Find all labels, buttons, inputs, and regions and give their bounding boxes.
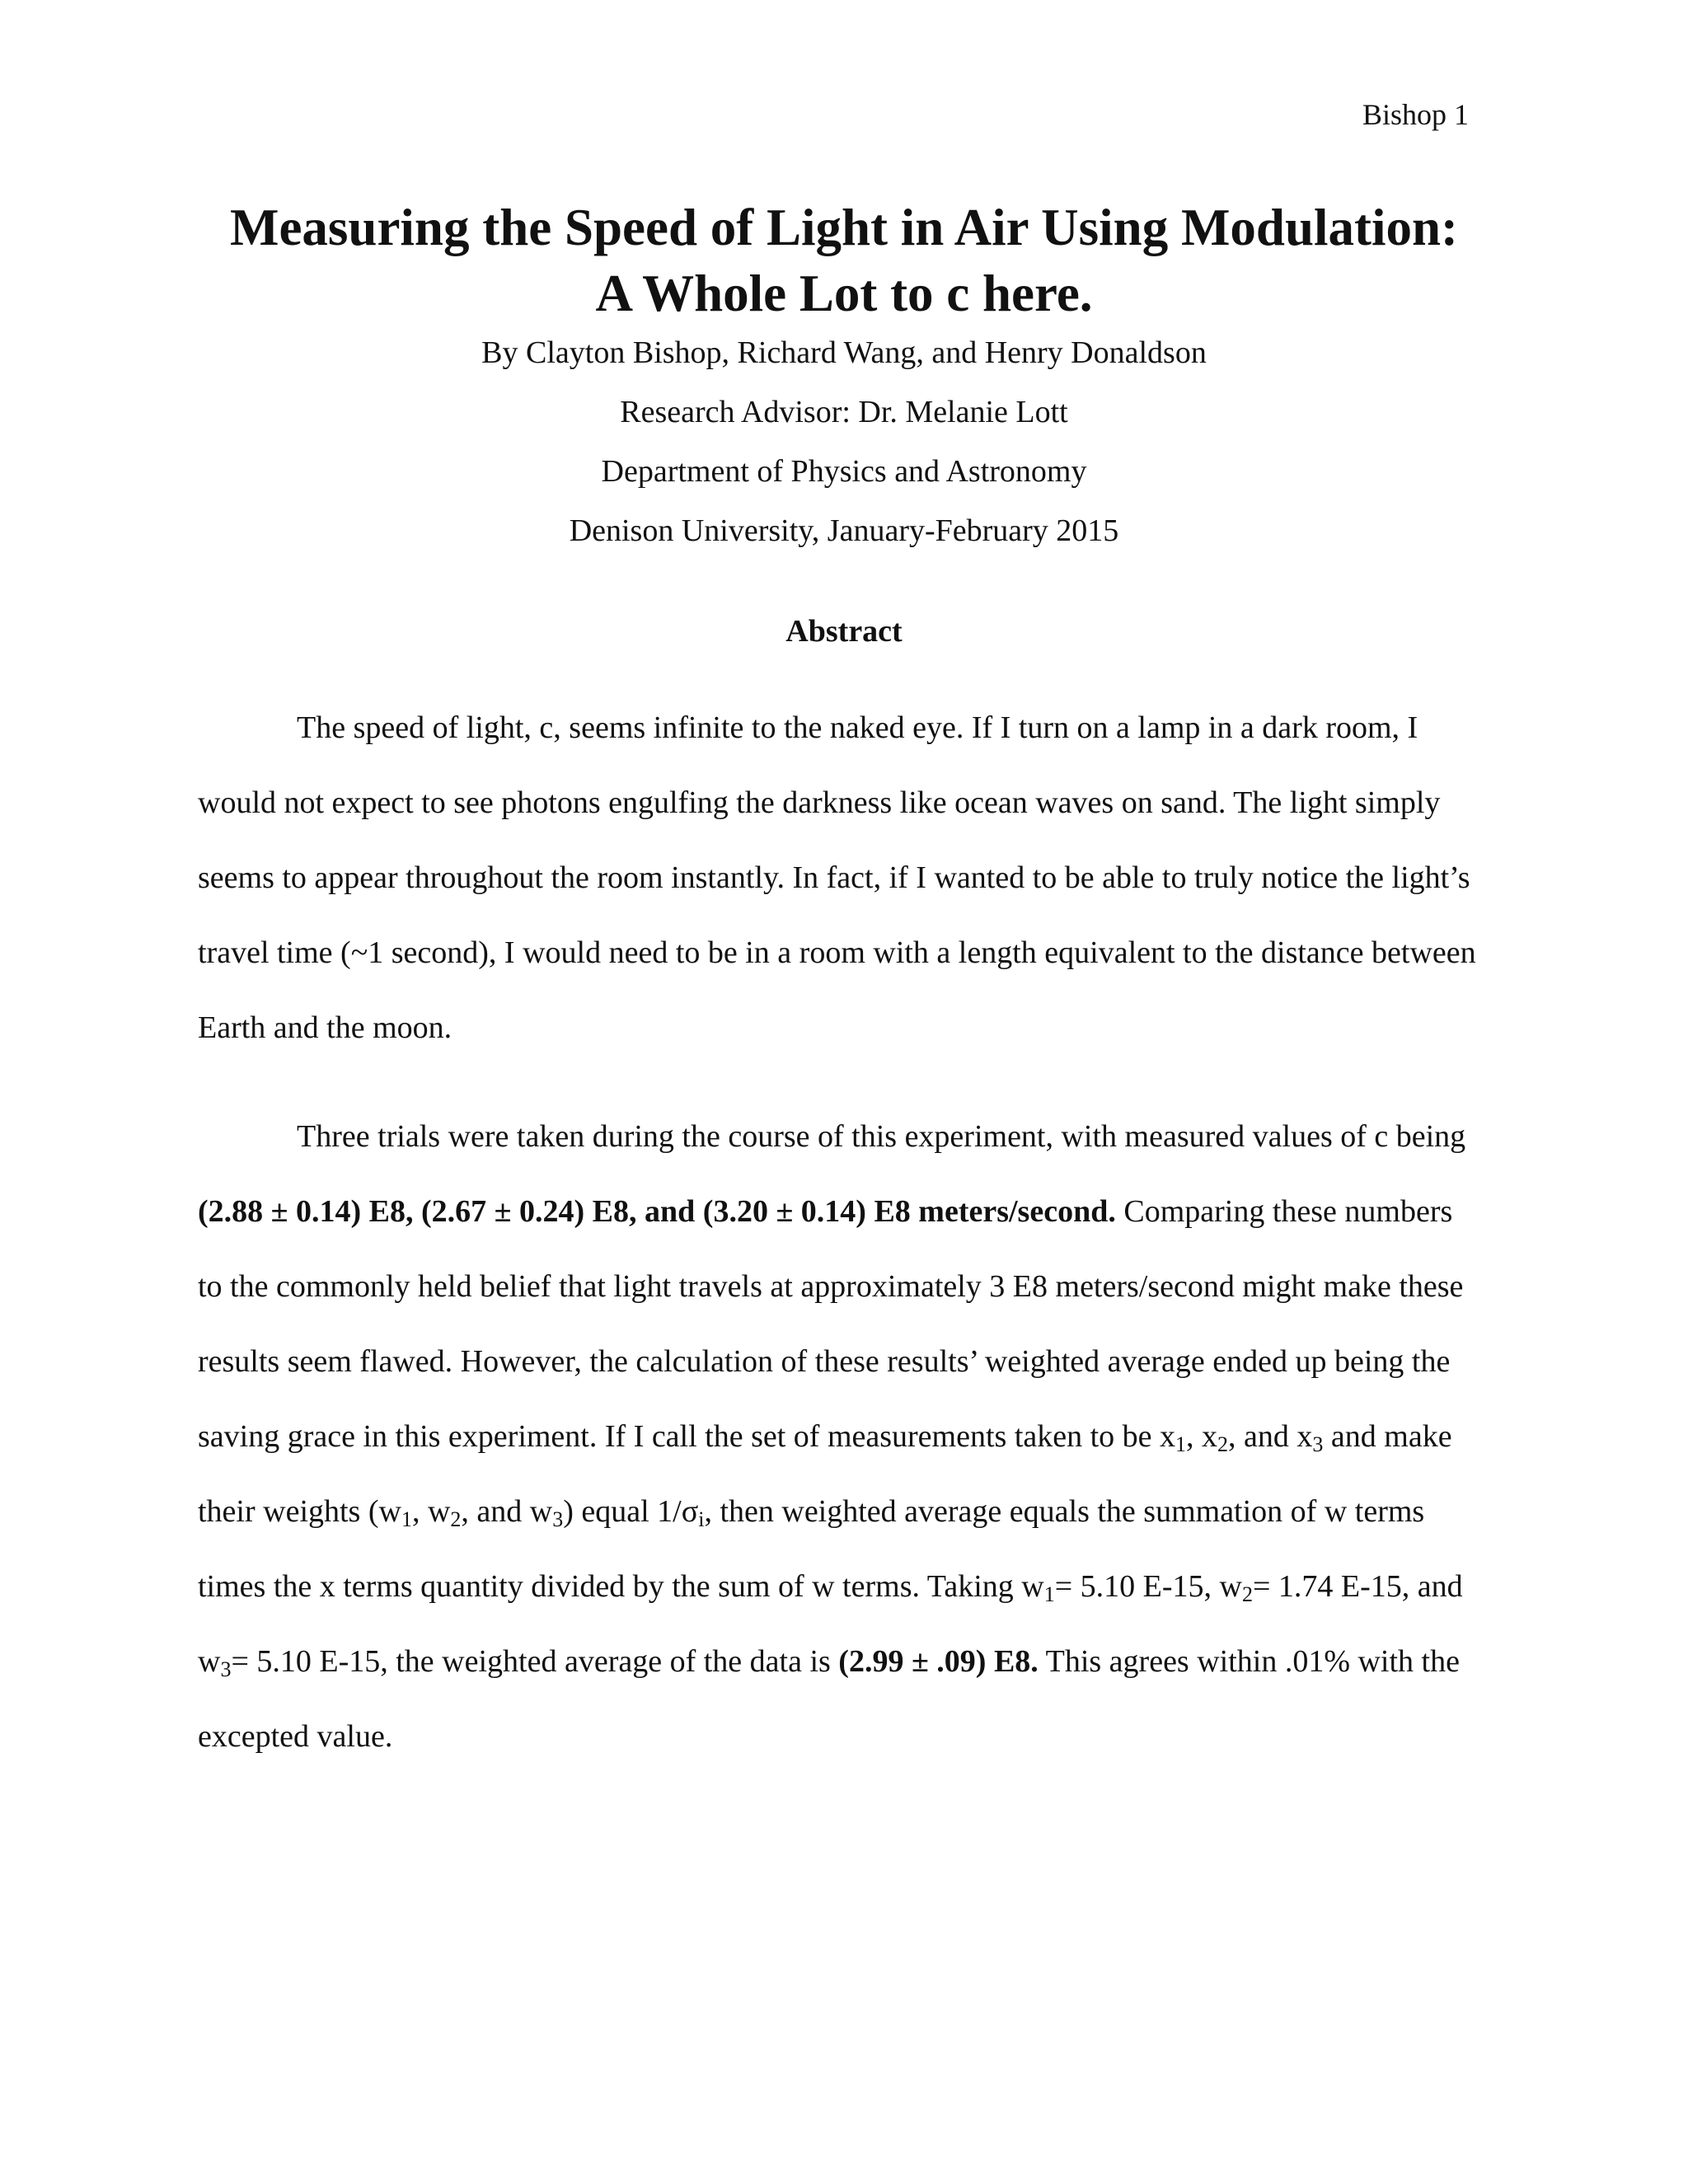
measured-values: (2.88 ± 0.14) E8, (2.67 ± 0.24) E8, and (3.20 ± 0.14) E8 meters/second. — [198, 1194, 1116, 1229]
p2-text: = 1.74 E-15, and w — [198, 1569, 1463, 1679]
weighted-average-result: (2.99 ± .09) E8. — [838, 1644, 1039, 1679]
author-list: By Clayton Bishop, Richard Wang, and Henry Donaldson — [481, 335, 1207, 370]
p2-text: , w — [411, 1494, 451, 1529]
p2-text: = 5.10 E-15, the weighted average of the data is — [231, 1644, 839, 1679]
subscript: 2 — [450, 1507, 462, 1531]
subscript: 3 — [220, 1657, 232, 1681]
p2-text: and make their weights (w — [198, 1419, 1452, 1529]
p2-text: This agrees within .01% with the excepted value. — [198, 1644, 1460, 1754]
abstract-paragraph-1: The speed of light, c, seems infinite to the naked eye. If I turn on a lamp in a dark room, I would not expect to see photons engulfing the darkness like ocean waves on sand. The light simply seems to appear throughout the room instantly. In fact, if I wanted to be able to truly notice the light’s travel time (~1 second), I would need to be in a room with a length equivalent to the distance between Earth and the moon. — [198, 710, 1476, 1045]
subscript: 3 — [552, 1507, 564, 1531]
p2-text: , then weighted average equals the summation of w terms times the x terms quantity divided by the sum of w terms. Taking w — [198, 1494, 1425, 1604]
title-line-2: A Whole Lot to c here. — [595, 265, 1093, 322]
running-head: Bishop 1 — [1362, 98, 1469, 131]
department: Department of Physics and Astronomy — [601, 454, 1087, 489]
subscript: 1 — [1043, 1582, 1055, 1606]
p2-text: = 5.10 E-15, w — [1054, 1569, 1242, 1604]
p2-text: , and x — [1228, 1419, 1313, 1454]
subscript: 2 — [1241, 1582, 1253, 1606]
institution-date: Denison University, January-February 2015 — [569, 513, 1119, 548]
p2-text: , x — [1186, 1419, 1218, 1454]
abstract-paragraph-2 — [198, 1099, 1484, 1774]
subscript: 1 — [1175, 1432, 1187, 1456]
subscript: 1 — [401, 1507, 412, 1531]
p2-text: Comparing these numbers to the commonly held belief that light travels at approximately 3 E8 meters/second might make these results seem flawed. However, the calculation of these results’ weighted average ended up being the saving grace in this experiment. If I call the set of measurements taken to be x — [198, 1194, 1464, 1454]
p2-text: Three trials were taken during the course of this experiment, with measured values of c being — [297, 1119, 1466, 1154]
p2-text: ) equal 1/σ — [563, 1494, 699, 1529]
title-line-1: Measuring the Speed of Light in Air Using Modulation: — [229, 199, 1458, 256]
p2-text: , and w — [461, 1494, 553, 1529]
research-advisor: Research Advisor: Dr. Melanie Lott — [620, 395, 1068, 429]
abstract-heading: Abstract — [785, 614, 903, 649]
subscript: i — [698, 1507, 705, 1531]
subscript: 3 — [1312, 1432, 1324, 1456]
subscript: 2 — [1217, 1432, 1229, 1456]
paper-title — [198, 194, 1490, 326]
